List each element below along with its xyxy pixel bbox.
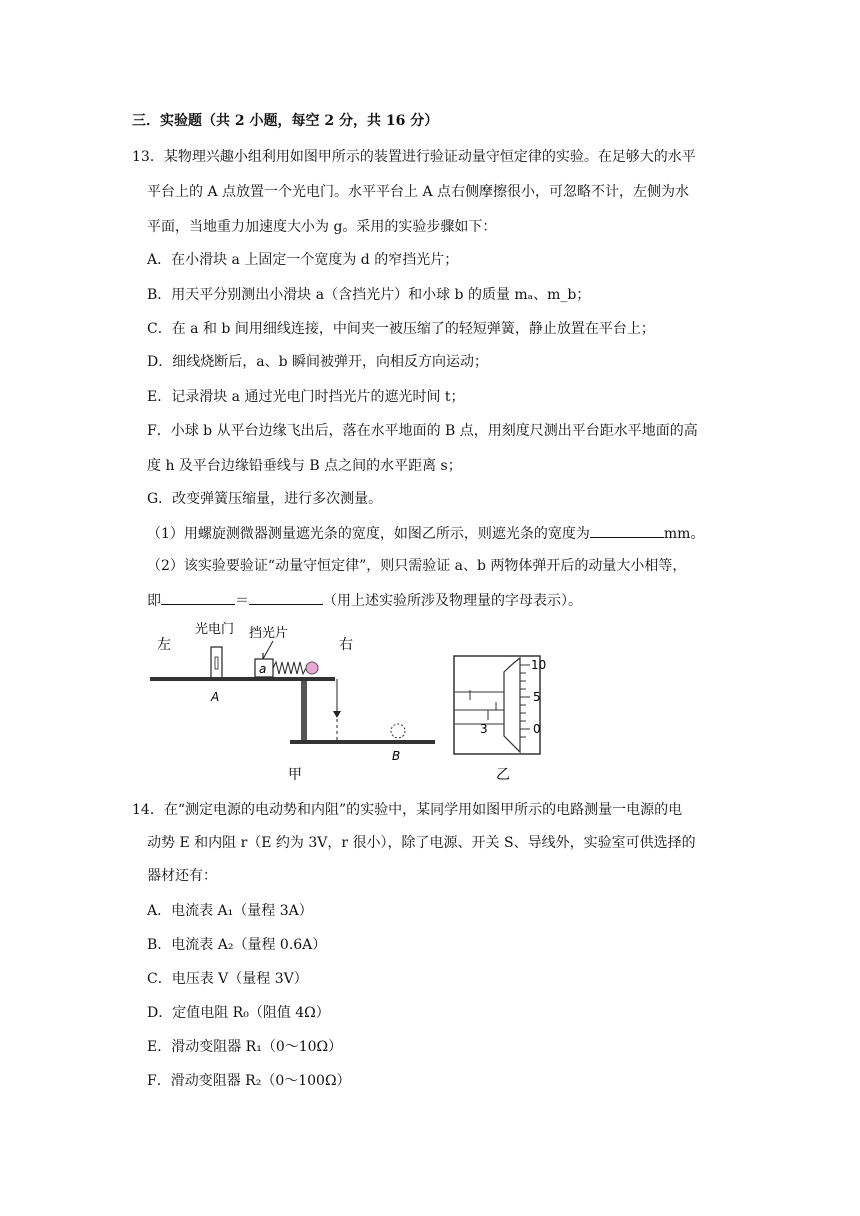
q13-step-a: A．在小滑块 a 上固定一个宽度为 d 的窄挡光片； xyxy=(147,252,459,268)
q13-intro-line-2: 平台上的 A 点放置一个光电门。水平平台上 A 点右侧摩擦很小，可忽略不计，左侧为水 xyxy=(147,184,690,200)
q13-sub2-prefix: 即 xyxy=(147,593,161,609)
micrometer-thimble xyxy=(504,658,520,752)
q13-step-c: C．在 a 和 b 间用细线连接，中间夹一被压缩了的轻短弹簧，静止放置在平台上； xyxy=(147,321,655,337)
photogate-window xyxy=(215,657,218,669)
thimble-label-0: 0 xyxy=(533,722,541,736)
q13-sub2-suffix: （用上述实验所涉及物理量的字母表示）。 xyxy=(323,593,582,609)
platform-pillar xyxy=(301,681,307,741)
q13-sub1 xyxy=(147,523,704,544)
q13-step-f-line-1: F．小球 b 从平台边缘飞出后，落在水平地面的 B 点，用刻度尺测出平台距水平地面的高 xyxy=(147,423,698,439)
q14-item-c: C．电压表 V（量程 3V） xyxy=(147,971,308,987)
q14-intro-line-3: 器材还有： xyxy=(147,868,217,884)
q14-item-e: E．滑动变阻器 R₁（0～10Ω） xyxy=(147,1039,343,1055)
figure-apparatus xyxy=(145,615,445,790)
main-scale-label: 3 xyxy=(480,722,488,736)
label-point-b: B xyxy=(392,749,401,763)
q14-item-f: F．滑动变阻器 R₂（0～100Ω） xyxy=(147,1073,351,1089)
q13-step-g: G．改变弹簧压缩量，进行多次测量。 xyxy=(147,491,383,507)
label-block-a: a xyxy=(259,662,267,676)
q14-item-b: B．电流表 A₂（量程 0.6A） xyxy=(147,937,327,953)
q14-item-d: D．定值电阻 R₀（阻值 4Ω） xyxy=(147,1005,330,1021)
q13-sub2-line-1: （2）该实验要验证“动量守恒定律”，则只需验证 a、b 两物体弹开后的动量大小相等， xyxy=(147,558,687,574)
q13-sub1-prefix: （1）用螺旋测微器测量遮光条的宽度，如图乙所示，则遮光条的宽度为 xyxy=(147,526,590,542)
q13-step-d: D．细线烧断后，a、b 瞬间被弹开，向相反方向运动； xyxy=(147,354,488,370)
figure-micrometer xyxy=(440,640,570,790)
q13-intro-line-3: 平面，当地重力加速度大小为 g。采用的实验步骤如下： xyxy=(147,219,497,235)
q13-sub2-equals: ＝ xyxy=(235,593,249,609)
ball-b-icon xyxy=(306,662,318,674)
label-shade-strip: 挡光片 xyxy=(249,626,289,641)
label-point-a: A xyxy=(211,690,220,704)
q13-sub1-suffix: mm。 xyxy=(663,526,705,542)
q13-sub1-blank[interactable] xyxy=(590,523,664,538)
q13-sub2-blank-left[interactable] xyxy=(161,590,235,605)
q13-step-e: E．记录滑块 a 通过光电门时挡光片的遮光时间 t； xyxy=(147,389,465,405)
caption-yi: 乙 xyxy=(496,767,510,783)
label-photogate: 光电门 xyxy=(195,622,235,637)
q14-intro-line-2: 动势 E 和内阻 r（E 约为 3V，r 很小），除了电源、开关 S、导线外，实验室可供选择的 xyxy=(147,835,696,851)
section-title: 三．实验题（共 2 小题，每空 2 分，共 16 分） xyxy=(132,113,439,129)
drop-arrow-icon xyxy=(333,711,341,718)
q13-intro-line-1: 13．某物理兴趣小组利用如图甲所示的装置进行验证动量守恒定律的实验。在足够大的水平 xyxy=(132,149,696,165)
micrometer-frame xyxy=(454,656,540,754)
q13-step-f-line-2: 度 h 及平台边缘铅垂线与 B 点之间的水平距离 s； xyxy=(147,458,462,474)
label-right: 右 xyxy=(339,637,353,653)
q13-sub2-line-2 xyxy=(147,590,582,611)
shade-pointer-line xyxy=(263,641,273,659)
spring-icon xyxy=(273,662,306,674)
label-left: 左 xyxy=(157,637,171,653)
thimble-label-10: 10 xyxy=(531,658,547,672)
thimble-label-5: 5 xyxy=(533,690,541,704)
landing-ball-icon xyxy=(391,724,405,738)
q13-step-b: B．用天平分别测出小滑块 a（含挡光片）和小球 b 的质量 mₐ、m_b； xyxy=(147,287,591,303)
q13-sub2-blank-right[interactable] xyxy=(249,590,323,605)
q14-intro-line-1: 14．在“测定电源的电动势和内阻”的实验中，某同学用如图甲所示的电路测量一电源的电 xyxy=(132,802,683,818)
q14-item-a: A．电流表 A₁（量程 3A） xyxy=(147,903,313,919)
caption-jia: 甲 xyxy=(288,767,302,783)
